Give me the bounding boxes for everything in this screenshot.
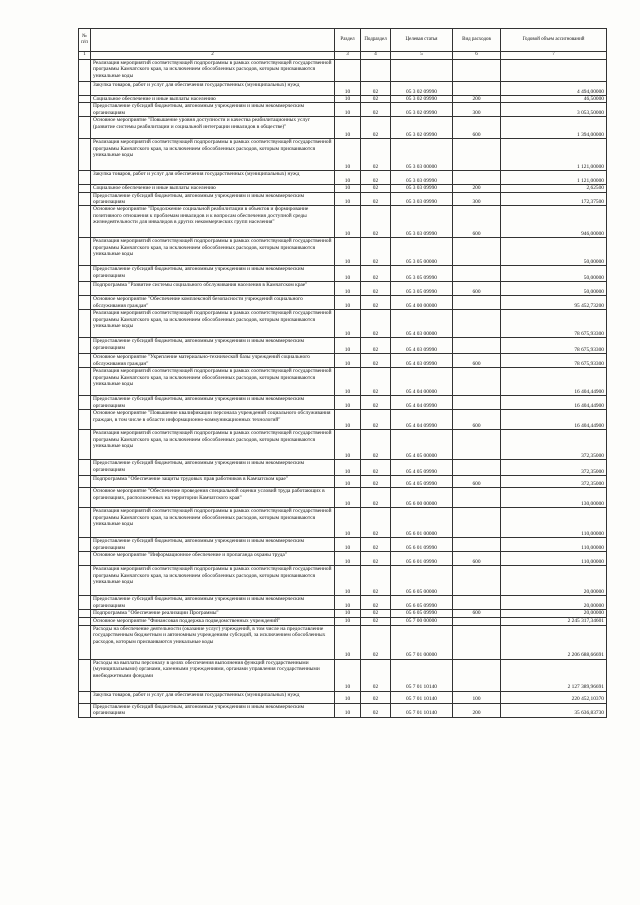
row-name-cell: Предоставление субсидий бюджетным, автономным учреждениям и иным некоммерческим организациям xyxy=(91,703,335,717)
table-row xyxy=(79,96,607,103)
row-cst-cell: 05 4 05 09990 xyxy=(391,476,453,488)
row-cst-cell: 05 4 05 00000 xyxy=(391,430,453,460)
row-amount-cell: 946,00000 xyxy=(501,206,607,238)
row-cst-cell: 05 3 03 09990 xyxy=(391,171,453,185)
row-name-cell: Основное мероприятие "Повышение квалификации персонала учреждений социального обслуживания граждан, в том числе в области информационно-коммуникационных технологий" xyxy=(91,410,335,430)
row-razdel-cell: 10 xyxy=(335,266,361,282)
row-name-cell: Реализация мероприятий соответствующей подпрограммы в рамках соответствующей государственной программы Камчатского края, за исключением обособленных расходов, которым присваиваются уникальные коды xyxy=(91,430,335,460)
header-num: № п/п xyxy=(79,29,91,52)
row-name-cell: Реализация мероприятий соответствующей подпрограммы в рамках соответствующей государственной программы Камчатского края, за исключением обособленных расходов, которым присваиваются уникальные коды xyxy=(91,139,335,171)
table-row xyxy=(79,266,607,282)
row-num-cell xyxy=(79,282,91,296)
row-razdel-cell: 10 xyxy=(335,596,361,610)
row-razdel-cell: 10 xyxy=(335,538,361,552)
row-amount-cell: 2 245 317,34601 xyxy=(501,617,607,625)
row-num-cell xyxy=(79,460,91,476)
row-name-cell: Закупка товаров, работ и услуг для обеспечения государственных (муниципальных) нужд xyxy=(91,691,335,703)
row-razdel-cell: 10 xyxy=(335,103,361,117)
row-razdel-cell: 10 xyxy=(335,430,361,460)
row-cst-cell: 05 6 05 09990 xyxy=(391,610,453,617)
row-num-cell xyxy=(79,430,91,460)
row-podrazdel-cell: 02 xyxy=(361,610,391,617)
row-podrazdel-cell: 02 xyxy=(361,282,391,296)
row-vr-cell xyxy=(453,430,501,460)
row-amount-cell: 130,00000 xyxy=(501,488,607,508)
row-num-cell xyxy=(79,488,91,508)
table-row xyxy=(79,552,607,566)
row-podrazdel-cell: 02 xyxy=(361,659,391,691)
row-podrazdel-cell: 02 xyxy=(361,117,391,139)
row-razdel-cell: 10 xyxy=(335,82,361,96)
row-vr-cell: 300 xyxy=(453,192,501,206)
row-name-cell: Социальное обеспечение и иные выплаты населению xyxy=(91,96,335,103)
row-num-cell xyxy=(79,103,91,117)
table-row xyxy=(79,139,607,171)
row-podrazdel-cell: 02 xyxy=(361,266,391,282)
index-cell: 6 xyxy=(453,52,501,60)
row-num-cell xyxy=(79,508,91,538)
table-row xyxy=(79,476,607,488)
row-amount-cell: 50,00000 xyxy=(501,282,607,296)
row-name-cell: Закупка товаров, работ и услуг для обеспечения государственных (муниципальных) нужд xyxy=(91,171,335,185)
table-row xyxy=(79,206,607,238)
table-row xyxy=(79,338,607,354)
row-name-cell: Расходы на обеспечение деятельности (оказание услуг) учреждений, в том числе на предоставление государственным бюджетным и автономным учреждениям субсидий, за исключением обособленных расходов, которым присваиваются уникальные коды xyxy=(91,625,335,659)
row-vr-cell xyxy=(453,508,501,538)
row-name-cell: Предоставление субсидий бюджетным, автономным учреждениям и иным некоммерческим организациям xyxy=(91,538,335,552)
row-name-cell: Социальное обеспечение и иные выплаты населению xyxy=(91,185,335,192)
row-razdel-cell: 10 xyxy=(335,610,361,617)
budget-table xyxy=(78,28,607,718)
table-row xyxy=(79,238,607,266)
row-razdel-cell: 10 xyxy=(335,310,361,338)
row-razdel-cell: 10 xyxy=(335,282,361,296)
row-podrazdel-cell: 02 xyxy=(361,368,391,396)
row-cst-cell: 05 4 05 09990 xyxy=(391,460,453,476)
index-cell: 4 xyxy=(361,52,391,60)
row-vr-cell: 200 xyxy=(453,96,501,103)
row-podrazdel-cell: 02 xyxy=(361,185,391,192)
row-cst-cell: 05 3 02 09990 xyxy=(391,103,453,117)
row-num-cell xyxy=(79,625,91,659)
row-cst-cell: 05 3 05 00000 xyxy=(391,238,453,266)
row-podrazdel-cell: 02 xyxy=(361,310,391,338)
table-row xyxy=(79,691,607,703)
header-razdel: Раздел xyxy=(335,29,361,52)
table-row xyxy=(79,703,607,717)
header-amount: Годовой объем ассигнований xyxy=(501,29,607,52)
row-vr-cell: 200 xyxy=(453,703,501,717)
row-cst-cell: 05 4 00 00000 xyxy=(391,296,453,310)
row-cst-cell: 05 4 04 09990 xyxy=(391,396,453,410)
row-razdel-cell: 10 xyxy=(335,296,361,310)
table-row xyxy=(79,617,607,625)
row-vr-cell: 600 xyxy=(453,117,501,139)
row-name-cell: Реализация мероприятий соответствующей подпрограммы в рамках соответствующей государственной программы Камчатского края, за исключением обособленных расходов, которым присваиваются уникальные коды xyxy=(91,310,335,338)
row-razdel-cell: 10 xyxy=(335,96,361,103)
row-razdel-cell: 10 xyxy=(335,206,361,238)
row-razdel-cell: 10 xyxy=(335,338,361,354)
row-razdel-cell: 10 xyxy=(335,476,361,488)
table-row xyxy=(79,659,607,691)
row-razdel-cell: 10 xyxy=(335,552,361,566)
row-amount-cell: 78 675,93300 xyxy=(501,310,607,338)
row-amount-cell: 20,00000 xyxy=(501,596,607,610)
row-name-cell: Предоставление субсидий бюджетным, автономным учреждениям и иным некоммерческим организациям xyxy=(91,460,335,476)
row-amount-cell xyxy=(501,60,607,82)
row-cst-cell: 05 6 00 00000 xyxy=(391,488,453,508)
row-num-cell xyxy=(79,703,91,717)
row-cst-cell: 05 4 04 09990 xyxy=(391,410,453,430)
table-row xyxy=(79,171,607,185)
index-cell: 1 xyxy=(79,52,91,60)
row-razdel-cell: 10 xyxy=(335,139,361,171)
row-num-cell xyxy=(79,60,91,82)
table-row xyxy=(79,82,607,96)
row-amount-cell: 50,00000 xyxy=(501,238,607,266)
row-amount-cell: 50,00000 xyxy=(501,266,607,282)
row-vr-cell xyxy=(453,296,501,310)
row-cst-cell: 05 6 01 09990 xyxy=(391,538,453,552)
row-name-cell: Основное мероприятие "Обеспечение комплексной безопасности учреждений социального обслуживания граждан" xyxy=(91,296,335,310)
row-cst-cell: 05 6 05 09990 xyxy=(391,596,453,610)
row-amount-cell: 78 675,93300 xyxy=(501,338,607,354)
table-row xyxy=(79,488,607,508)
row-num-cell xyxy=(79,192,91,206)
row-cst-cell: 05 6 05 00000 xyxy=(391,566,453,596)
table-row xyxy=(79,192,607,206)
row-num-cell xyxy=(79,185,91,192)
row-vr-cell xyxy=(453,60,501,82)
row-num-cell xyxy=(79,310,91,338)
row-cst-cell xyxy=(391,60,453,82)
table-row xyxy=(79,430,607,460)
row-amount-cell: 35 636,83730 xyxy=(501,703,607,717)
row-amount-cell: 172,37500 xyxy=(501,192,607,206)
row-num-cell xyxy=(79,410,91,430)
row-razdel-cell: 10 xyxy=(335,659,361,691)
row-vr-cell xyxy=(453,488,501,508)
row-vr-cell xyxy=(453,566,501,596)
row-name-cell: Реализация мероприятий соответствующей подпрограммы в рамках соответствующей государственной программы Камчатского края, за исключением обособленных расходов, которым присваиваются уникальные коды xyxy=(91,368,335,396)
row-cst-cell: 05 3 02 09990 xyxy=(391,96,453,103)
row-amount-cell: 20,00000 xyxy=(501,610,607,617)
row-vr-cell xyxy=(453,171,501,185)
row-vr-cell: 600 xyxy=(453,206,501,238)
row-podrazdel-cell: 02 xyxy=(361,617,391,625)
row-podrazdel-cell: 02 xyxy=(361,566,391,596)
row-amount-cell: 3 053,50000 xyxy=(501,103,607,117)
row-amount-cell: 16 404,44900 xyxy=(501,396,607,410)
table-row xyxy=(79,310,607,338)
table-row xyxy=(79,368,607,396)
row-vr-cell xyxy=(453,310,501,338)
table-row xyxy=(79,354,607,368)
header-vr: Вид расходов xyxy=(453,29,501,52)
row-name-cell: Реализация мероприятий соответствующей подпрограммы в рамках соответствующей государственной программы Камчатского края, за исключением обособленных расходов, которым присваиваются уникальные коды xyxy=(91,238,335,266)
row-vr-cell xyxy=(453,625,501,659)
row-name-cell: Предоставление субсидий бюджетным, автономным учреждениям и иным некоммерческим организациям xyxy=(91,396,335,410)
row-razdel-cell: 10 xyxy=(335,185,361,192)
row-name-cell: Предоставление субсидий бюджетным, автономным учреждениям и иным некоммерческим организациям xyxy=(91,103,335,117)
table-row xyxy=(79,610,607,617)
row-num-cell xyxy=(79,82,91,96)
index-cell: 5 xyxy=(391,52,453,60)
row-podrazdel-cell: 02 xyxy=(361,338,391,354)
row-podrazdel-cell: 02 xyxy=(361,396,391,410)
row-vr-cell: 600 xyxy=(453,610,501,617)
row-vr-cell: 600 xyxy=(453,282,501,296)
row-podrazdel-cell: 02 xyxy=(361,691,391,703)
row-razdel-cell: 10 xyxy=(335,368,361,396)
row-vr-cell xyxy=(453,596,501,610)
row-podrazdel-cell: 02 xyxy=(361,410,391,430)
row-amount-cell: 46,50000 xyxy=(501,96,607,103)
row-podrazdel-cell: 02 xyxy=(361,82,391,96)
table-row xyxy=(79,508,607,538)
row-amount-cell: 372,35000 xyxy=(501,460,607,476)
table-row xyxy=(79,60,607,82)
row-num-cell xyxy=(79,238,91,266)
row-num-cell xyxy=(79,354,91,368)
row-cst-cell: 05 3 05 09990 xyxy=(391,266,453,282)
row-cst-cell: 05 3 05 09990 xyxy=(391,282,453,296)
row-podrazdel-cell: 02 xyxy=(361,354,391,368)
row-podrazdel-cell: 02 xyxy=(361,488,391,508)
row-name-cell: Подпрограмма "Обеспечение защиты трудовых прав работников в Камчатском крае" xyxy=(91,476,335,488)
row-num-cell xyxy=(79,117,91,139)
row-razdel-cell: 10 xyxy=(335,354,361,368)
row-name-cell: Основное мероприятие "Финансовая поддержка подведомственных учреждений" xyxy=(91,617,335,625)
row-cst-cell: 05 6 01 00000 xyxy=(391,508,453,538)
table-row xyxy=(79,625,607,659)
row-razdel-cell: 10 xyxy=(335,192,361,206)
table-row xyxy=(79,538,607,552)
row-cst-cell: 05 7 01 00000 xyxy=(391,625,453,659)
row-name-cell: Подпрограмма "Развитие системы социального обслуживания населения в Камчатском крае" xyxy=(91,282,335,296)
row-amount-cell: 16 404,44900 xyxy=(501,368,607,396)
row-cst-cell: 05 3 02 09990 xyxy=(391,117,453,139)
row-vr-cell xyxy=(453,396,501,410)
table-header-row xyxy=(79,29,607,52)
row-vr-cell xyxy=(453,617,501,625)
row-name-cell: Расходы на выплаты персоналу в целях обеспечения выполнения функций государственными (муниципальными) органами, казенными учреждениями, органами управления государственными внебюджетными фондами xyxy=(91,659,335,691)
row-podrazdel-cell: 02 xyxy=(361,625,391,659)
row-podrazdel-cell: 02 xyxy=(361,538,391,552)
table-row xyxy=(79,596,607,610)
table-row xyxy=(79,410,607,430)
row-amount-cell: 372,35000 xyxy=(501,476,607,488)
row-cst-cell: 05 4 04 00000 xyxy=(391,368,453,396)
row-vr-cell xyxy=(453,338,501,354)
row-amount-cell: 78 675,93300 xyxy=(501,354,607,368)
row-podrazdel-cell: 02 xyxy=(361,430,391,460)
row-podrazdel-cell xyxy=(361,60,391,82)
row-vr-cell xyxy=(453,82,501,96)
row-razdel-cell: 10 xyxy=(335,703,361,717)
row-amount-cell: 95 452,73200 xyxy=(501,296,607,310)
row-num-cell xyxy=(79,338,91,354)
row-name-cell: Реализация мероприятий соответствующей подпрограммы в рамках соответствующей государственной программы Камчатского края, за исключением обособленных расходов, которым присваиваются уникальные коды xyxy=(91,508,335,538)
row-name-cell: Реализация мероприятий соответствующей подпрограммы в рамках соответствующей государственной программы Камчатского края, за исключением обособленных расходов, которым присваиваются уникальные коды xyxy=(91,566,335,596)
row-vr-cell: 100 xyxy=(453,691,501,703)
row-vr-cell: 600 xyxy=(453,552,501,566)
row-razdel-cell: 10 xyxy=(335,625,361,659)
row-amount-cell: 110,00000 xyxy=(501,552,607,566)
row-podrazdel-cell: 02 xyxy=(361,296,391,310)
row-podrazdel-cell: 02 xyxy=(361,192,391,206)
row-amount-cell: 2 127 389,96691 xyxy=(501,659,607,691)
row-cst-cell: 05 7 01 10140 xyxy=(391,691,453,703)
row-podrazdel-cell: 02 xyxy=(361,96,391,103)
column-index-row xyxy=(79,52,607,60)
row-num-cell xyxy=(79,368,91,396)
row-num-cell xyxy=(79,396,91,410)
table-row xyxy=(79,282,607,296)
row-name-cell: Реализация мероприятий соответствующей подпрограммы в рамках соответствующей государственной программы Камчатского края, за исключением обособленных расходов, которым присваиваются уникальные коды xyxy=(91,60,335,82)
row-razdel-cell: 10 xyxy=(335,410,361,430)
row-razdel-cell: 10 xyxy=(335,460,361,476)
row-vr-cell: 300 xyxy=(453,103,501,117)
row-name-cell: Основное мероприятие "Обеспечение проведения специальной оценки условий труда работающих в организациях, расположенных на территории Камчатского края" xyxy=(91,488,335,508)
row-name-cell: Предоставление субсидий бюджетным, автономным учреждениям и иным некоммерческим организациям xyxy=(91,596,335,610)
row-amount-cell: 1 121,00000 xyxy=(501,171,607,185)
row-razdel-cell: 10 xyxy=(335,691,361,703)
table-row xyxy=(79,185,607,192)
row-name-cell: Основное мероприятие "Информационное обеспечение и пропаганда охраны труда" xyxy=(91,552,335,566)
row-cst-cell: 05 3 03 09990 xyxy=(391,206,453,238)
row-razdel-cell: 10 xyxy=(335,508,361,538)
row-podrazdel-cell: 02 xyxy=(361,103,391,117)
row-razdel-cell: 10 xyxy=(335,396,361,410)
row-podrazdel-cell: 02 xyxy=(361,596,391,610)
row-cst-cell: 05 3 03 09990 xyxy=(391,192,453,206)
table-row xyxy=(79,296,607,310)
row-razdel-cell: 10 xyxy=(335,117,361,139)
row-name-cell: Предоставление субсидий бюджетным, автономным учреждениям и иным некоммерческим организациям xyxy=(91,192,335,206)
index-cell: 2 xyxy=(91,52,335,60)
row-razdel-cell: 10 xyxy=(335,171,361,185)
table-row xyxy=(79,566,607,596)
header-cst: Целевая статья xyxy=(391,29,453,52)
row-razdel-cell: 10 xyxy=(335,566,361,596)
row-cst-cell: 05 7 01 10140 xyxy=(391,659,453,691)
row-cst-cell: 05 7 01 10140 xyxy=(391,703,453,717)
row-num-cell xyxy=(79,552,91,566)
row-podrazdel-cell: 02 xyxy=(361,552,391,566)
row-podrazdel-cell: 02 xyxy=(361,238,391,266)
row-name-cell: Основное мероприятие "Укрепление материально-технической базы учреждений социального обслуживания граждан" xyxy=(91,354,335,368)
row-name-cell: Закупка товаров, работ и услуг для обеспечения государственных (муниципальных) нужд xyxy=(91,82,335,96)
row-vr-cell: 600 xyxy=(453,476,501,488)
row-podrazdel-cell: 02 xyxy=(361,460,391,476)
row-amount-cell: 372,35000 xyxy=(501,430,607,460)
row-cst-cell: 05 3 03 00000 xyxy=(391,139,453,171)
row-vr-cell xyxy=(453,460,501,476)
row-amount-cell: 2 206 688,66691 xyxy=(501,625,607,659)
row-podrazdel-cell: 02 xyxy=(361,171,391,185)
row-num-cell xyxy=(79,659,91,691)
row-num-cell xyxy=(79,538,91,552)
row-num-cell xyxy=(79,610,91,617)
row-vr-cell: 200 xyxy=(453,185,501,192)
table-row xyxy=(79,396,607,410)
row-podrazdel-cell: 02 xyxy=(361,703,391,717)
row-name-cell: Основное мероприятие "Продолжение социальной реабилитации в объектов и формирование позитивного отношения к проблемам инвалидов и к вопросам обеспечения доступной среды жизнедеятельности для инвалидов в других некоммерческих групп населения" xyxy=(91,206,335,238)
row-amount-cell: 16 404,44900 xyxy=(501,410,607,430)
row-cst-cell: 05 4 03 00000 xyxy=(391,310,453,338)
row-num-cell xyxy=(79,476,91,488)
index-cell: 7 xyxy=(501,52,607,60)
row-amount-cell: 2,62500 xyxy=(501,185,607,192)
row-num-cell xyxy=(79,596,91,610)
row-razdel-cell: 10 xyxy=(335,617,361,625)
table-row xyxy=(79,117,607,139)
row-name-cell: Подпрограмма "Обеспечение реализации Программы" xyxy=(91,610,335,617)
index-cell: 3 xyxy=(335,52,361,60)
row-razdel-cell: 10 xyxy=(335,238,361,266)
row-name-cell: Предоставление субсидий бюджетным, автономным учреждениям и иным некоммерческим организациям xyxy=(91,338,335,354)
row-num-cell xyxy=(79,617,91,625)
table-row xyxy=(79,460,607,476)
row-podrazdel-cell: 02 xyxy=(361,508,391,538)
row-vr-cell xyxy=(453,368,501,396)
row-num-cell xyxy=(79,566,91,596)
row-amount-cell: 1 121,00000 xyxy=(501,139,607,171)
header-name xyxy=(91,29,335,52)
row-razdel-cell xyxy=(335,60,361,82)
row-vr-cell xyxy=(453,238,501,266)
row-amount-cell: 20,00000 xyxy=(501,566,607,596)
row-cst-cell: 05 3 02 09990 xyxy=(391,82,453,96)
row-podrazdel-cell: 02 xyxy=(361,206,391,238)
row-num-cell xyxy=(79,691,91,703)
row-num-cell xyxy=(79,266,91,282)
row-cst-cell: 05 6 01 09990 xyxy=(391,552,453,566)
row-podrazdel-cell: 02 xyxy=(361,139,391,171)
row-vr-cell xyxy=(453,266,501,282)
row-name-cell: Предоставление субсидий бюджетным, автономным учреждениям и иным некоммерческим организациям xyxy=(91,266,335,282)
row-amount-cell: 110,00000 xyxy=(501,508,607,538)
row-podrazdel-cell: 02 xyxy=(361,476,391,488)
row-num-cell xyxy=(79,139,91,171)
row-vr-cell xyxy=(453,139,501,171)
row-razdel-cell: 10 xyxy=(335,488,361,508)
row-vr-cell: 600 xyxy=(453,354,501,368)
row-cst-cell: 05 4 03 09990 xyxy=(391,354,453,368)
header-podrazdel: Подраздел xyxy=(361,29,391,52)
row-name-cell: Основное мероприятие "Повышение уровня доступности и качества реабилитационных услуг (развитие системы реабилитации и социальной интеграции инвалидов в обществе)" xyxy=(91,117,335,139)
row-cst-cell: 05 7 00 00000 xyxy=(391,617,453,625)
row-num-cell xyxy=(79,171,91,185)
row-amount-cell: 1 394,00000 xyxy=(501,117,607,139)
row-vr-cell xyxy=(453,538,501,552)
row-vr-cell xyxy=(453,659,501,691)
row-cst-cell: 05 3 03 09990 xyxy=(391,185,453,192)
table-row xyxy=(79,103,607,117)
row-cst-cell: 05 4 03 09990 xyxy=(391,338,453,354)
row-amount-cell: 4 494,00000 xyxy=(501,82,607,96)
row-vr-cell: 600 xyxy=(453,410,501,430)
row-num-cell xyxy=(79,96,91,103)
row-amount-cell: 110,00000 xyxy=(501,538,607,552)
row-num-cell xyxy=(79,296,91,310)
row-amount-cell: 220 452,10370 xyxy=(501,691,607,703)
row-num-cell xyxy=(79,206,91,238)
